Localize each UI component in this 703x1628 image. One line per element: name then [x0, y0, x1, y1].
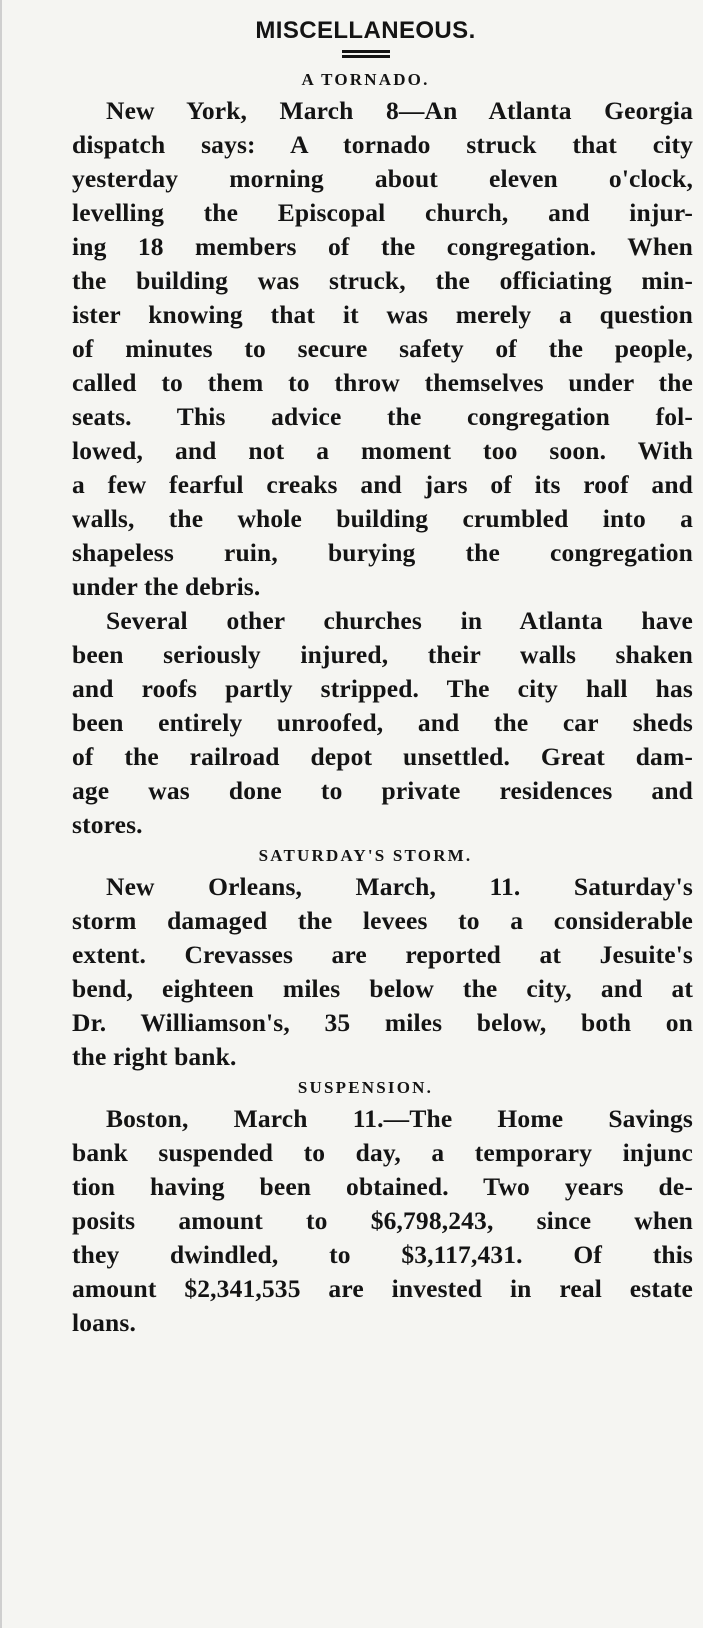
- text-line: shapeless ruin, burying the congregation: [72, 538, 693, 567]
- text-line: under the debris.: [72, 572, 261, 601]
- text-line: New Orleans, March, 11. Saturday's: [106, 872, 693, 901]
- text-line: dispatch says: A tornado struck that city: [72, 130, 693, 159]
- text-line: a few fearful creaks and jars of its roof and: [72, 470, 693, 499]
- text-line: amount $2,341,535 are invested in real estate: [72, 1274, 693, 1303]
- article-headline: SUSPENSION.: [297, 1078, 434, 1097]
- text-line: Boston, March 11.—The Home Savings: [106, 1104, 693, 1133]
- text-line: ing 18 members of the congregation. When: [72, 232, 693, 261]
- text-line: of minutes to secure safety of the people,: [72, 334, 693, 363]
- text-line: ister knowing that it was merely a question: [72, 300, 693, 329]
- text-line: New York, March 8—An Atlanta Georgia: [106, 96, 693, 125]
- text-line: posits amount to $6,798,243, since when: [72, 1206, 693, 1235]
- text-line: been entirely unroofed, and the car sheds: [72, 708, 693, 737]
- text-line: loans.: [72, 1308, 136, 1337]
- section-title: MISCELLANEOUS.: [255, 17, 476, 44]
- text-line: the right bank.: [72, 1042, 237, 1071]
- text-line: tion having been obtained. Two years de-: [72, 1172, 693, 1201]
- article-paragraph: [38, 1102, 693, 1340]
- text-line: stores.: [72, 810, 143, 839]
- article-headline: SATURDAY'S STORM.: [258, 846, 473, 865]
- text-line: been seriously injured, their walls shaken: [72, 640, 693, 669]
- text-line: age was done to private residences and: [72, 776, 693, 805]
- text-line: they dwindled, to $3,117,431. Of this: [72, 1240, 693, 1269]
- article-paragraph: [38, 604, 693, 842]
- text-line: storm damaged the levees to a considerable: [72, 906, 693, 935]
- text-line: called to them to throw themselves under the: [72, 368, 693, 397]
- text-line: the building was struck, the officiating min-: [72, 266, 693, 295]
- text-line: bank suspended to day, a temporary injunc: [72, 1138, 693, 1167]
- news-column: [38, 14, 693, 1340]
- heading-rule: [342, 50, 390, 58]
- text-line: bend, eighteen miles below the city, and at: [72, 974, 693, 1003]
- text-line: of the railroad depot unsettled. Great dam-: [72, 742, 693, 771]
- text-line: and roofs partly stripped. The city hall has: [72, 674, 693, 703]
- text-line: walls, the whole building crumbled into a: [72, 504, 693, 533]
- article-paragraph: [38, 870, 693, 1074]
- text-line: extent. Crevasses are reported at Jesuite's: [72, 940, 693, 969]
- text-line: Several other churches in Atlanta have: [106, 606, 693, 635]
- article-headline: A TORNADO.: [301, 70, 430, 89]
- article-paragraph: [38, 94, 693, 604]
- text-line: seats. This advice the congregation fol-: [72, 402, 693, 431]
- articles: [38, 66, 693, 1340]
- text-line: Dr. Williamson's, 35 miles below, both on: [72, 1008, 693, 1037]
- text-line: yesterday morning about eleven o'clock,: [72, 164, 693, 193]
- text-line: levelling the Episcopal church, and injur-: [72, 198, 693, 227]
- text-line: lowed, and not a moment too soon. With: [72, 436, 693, 465]
